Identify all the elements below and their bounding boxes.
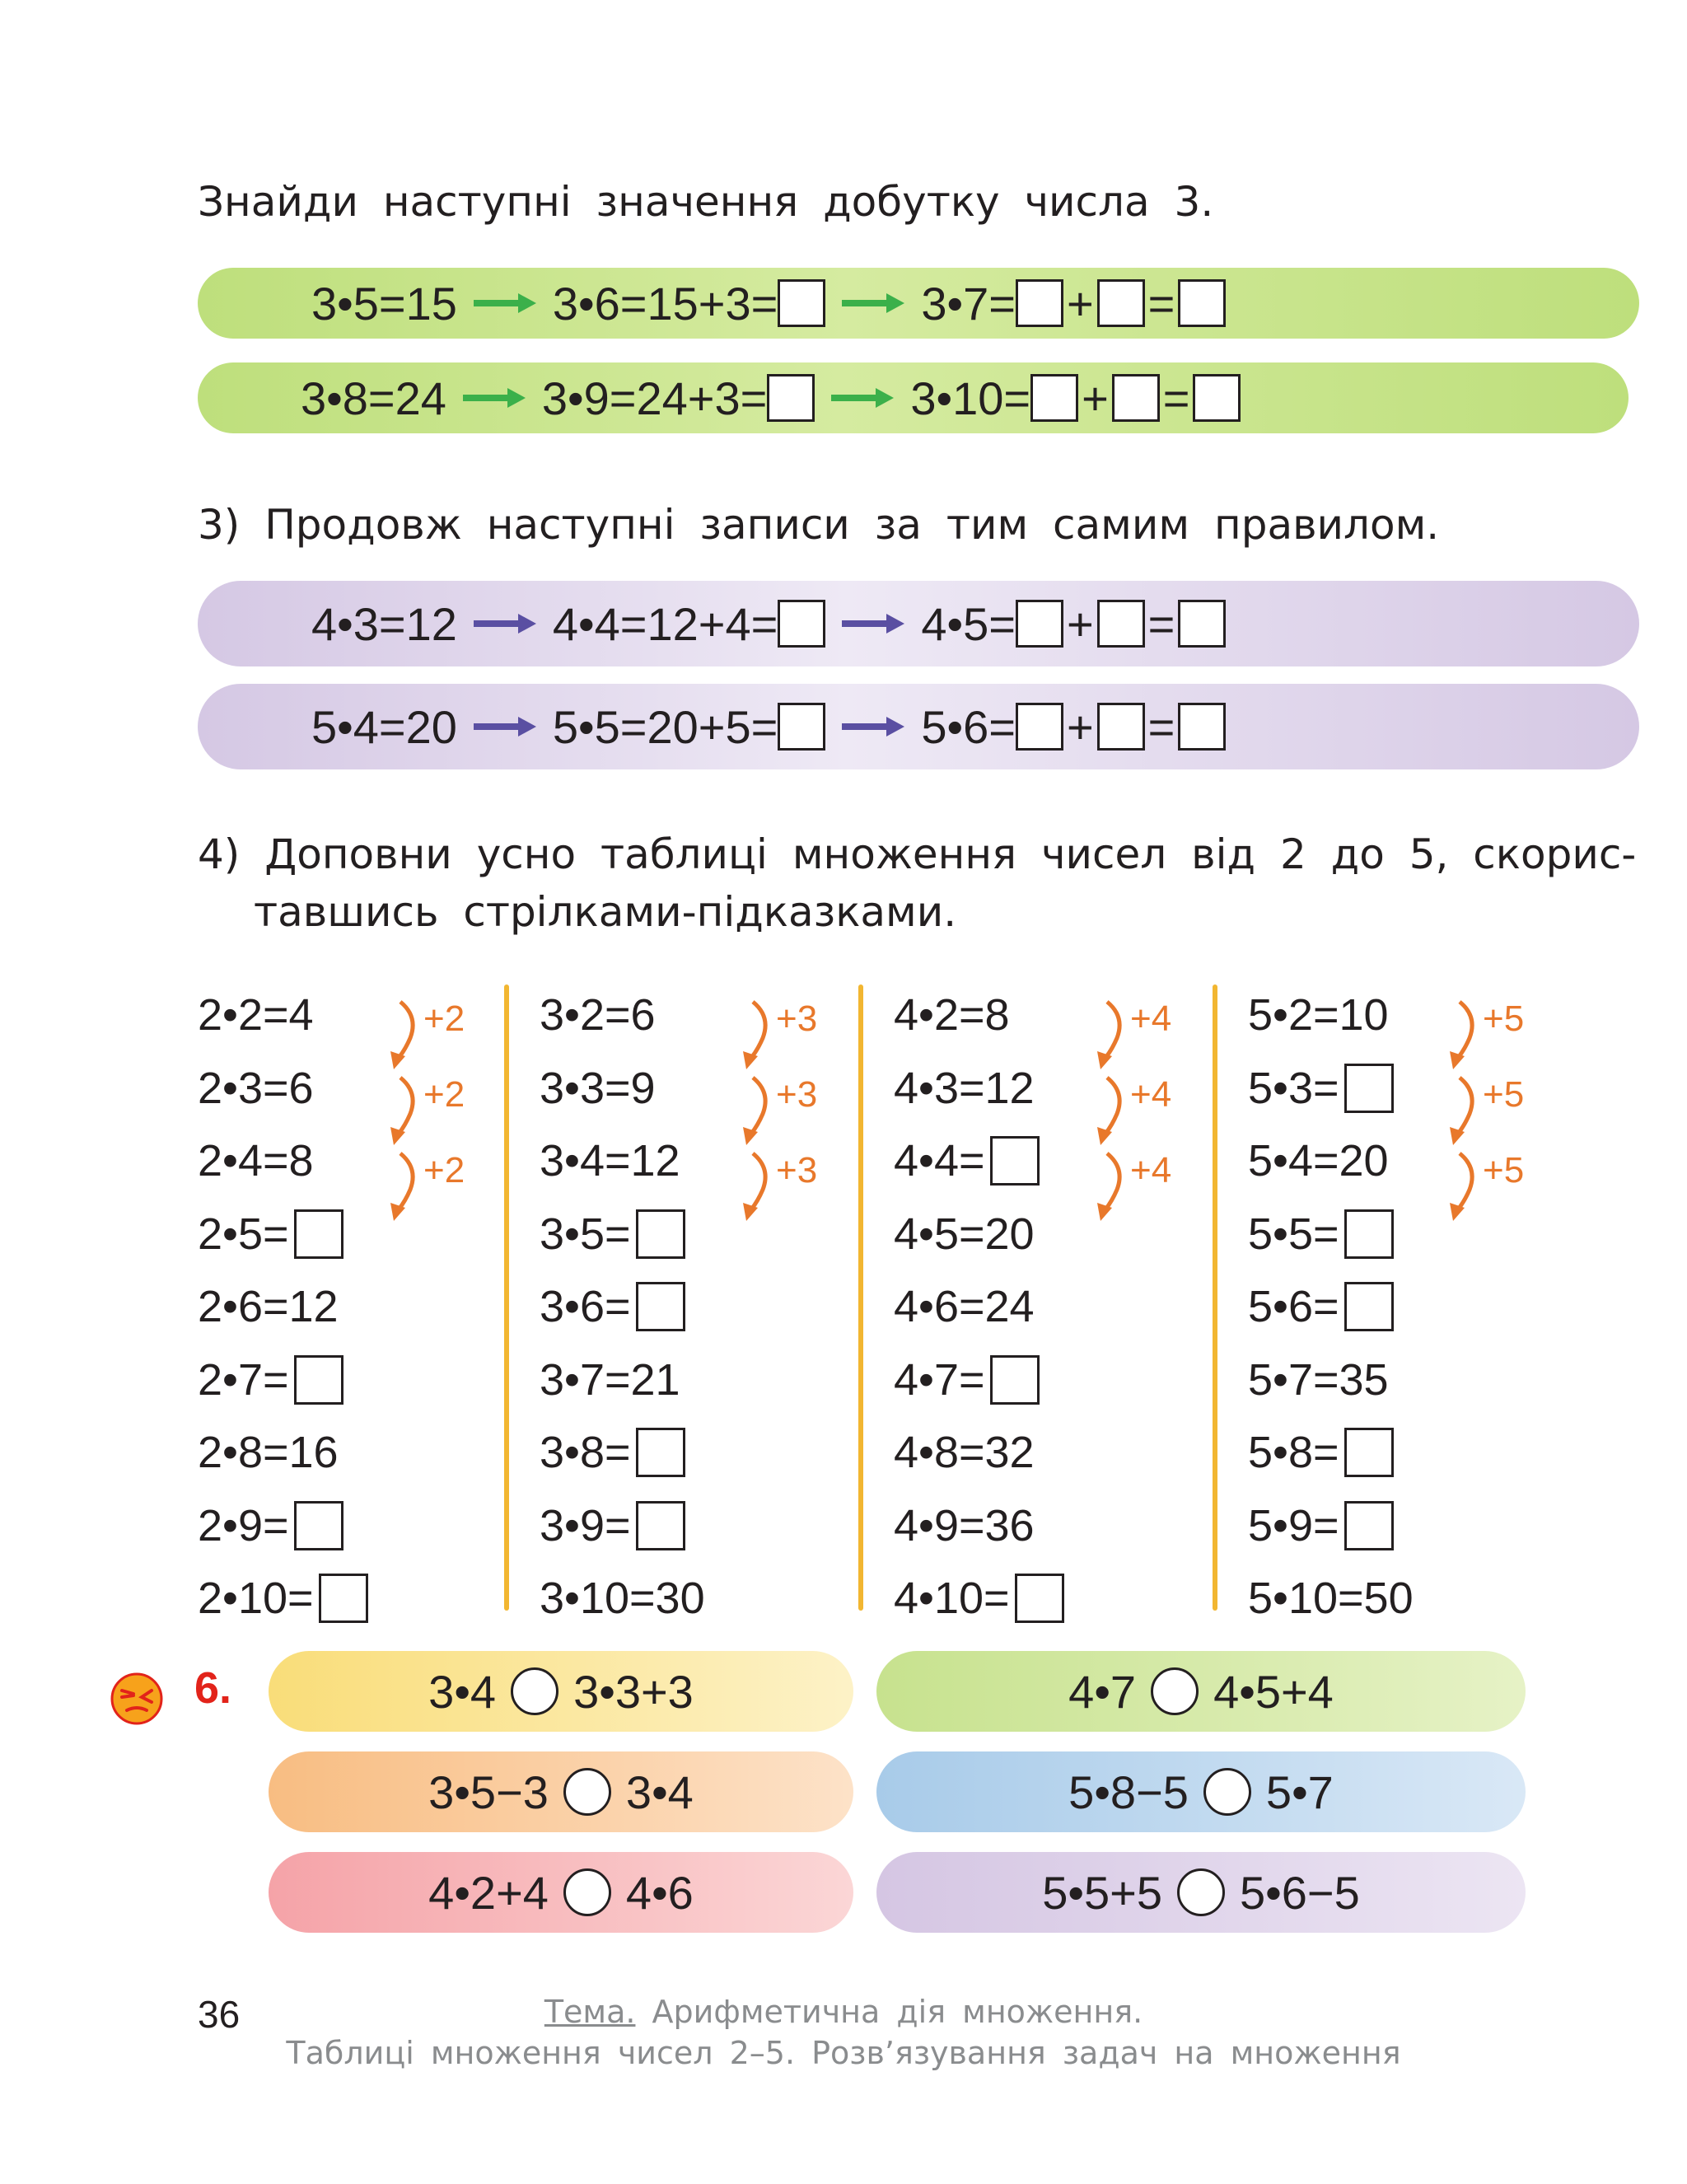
intro-text: Знайди наступні значення добутку числа 3. [198,178,1214,226]
hint-arrow [1448,1073,1539,1155]
page-number: 36 [198,1993,241,2036]
table-row [894,1198,1064,1271]
table-row [198,1416,368,1490]
answer-box[interactable] [1015,1574,1064,1623]
hint-label: +4 [1130,998,1172,1039]
table-row [1248,1052,1414,1125]
answer-box[interactable] [1097,279,1145,327]
answer-box[interactable] [294,1209,343,1259]
compare-right: 3•3+3 [573,1665,694,1718]
column-divider [858,984,863,1611]
equation: 2•5= [198,1209,289,1259]
equation: 5•10=50 [1248,1574,1414,1624]
answer-box[interactable] [990,1355,1040,1405]
hint-label: +3 [776,998,818,1039]
equation: 5•2=10 [1248,990,1389,1041]
answer-box[interactable] [294,1355,343,1405]
plus-sign: + [1066,277,1094,330]
arrow-right-icon [461,386,527,410]
answer-box[interactable] [636,1282,685,1331]
hint-arrow [1096,997,1186,1079]
table-row [894,1562,1064,1635]
answer-box[interactable] [778,279,825,327]
hint-arrow [389,1148,479,1231]
arrow-right-icon [829,386,895,410]
table-row [1248,1344,1414,1417]
table-row [198,1270,368,1344]
table-row [894,1344,1064,1417]
equation: 5•7=35 [1248,1354,1389,1405]
table-row [540,1198,705,1271]
strip-green-2 [198,362,1629,433]
strip-end: 3•10= [910,372,1031,424]
equation: 3•3=9 [540,1063,656,1113]
thinking-face-icon [110,1672,163,1725]
equation: 2•8=16 [198,1428,339,1478]
arrow-right-icon [840,291,906,316]
equation: 2•4=8 [198,1136,314,1186]
equation: 4•7= [894,1354,985,1405]
equation: 4•6=24 [894,1282,1035,1332]
footer-line2: Таблиці множення чисел 2–5. Розв’язування задач на множення [286,2035,1401,2071]
compare-left: 4•2+4 [428,1866,549,1919]
footer-topic: Арифметична дія множення. [652,1994,1143,2030]
answer-box[interactable] [1016,279,1063,327]
arrow-right-icon [472,611,538,636]
task3-text: 3) Продовж наступні записи за тим самим правилом. [198,501,1440,549]
column-divider [504,984,509,1611]
equation: 3•10=30 [540,1574,705,1624]
equation: 4•2=8 [894,990,1010,1041]
table-row [198,979,368,1052]
equation: 3•6= [540,1282,631,1332]
hint-arrow [741,997,832,1079]
plus-sign: + [1066,700,1094,753]
answer-box[interactable] [1178,600,1226,648]
compare-row [876,1852,1526,1933]
equation: 2•2=4 [198,990,314,1041]
equals-sign: = [1147,597,1175,650]
footer-topic-label: Тема. [544,1994,636,2030]
table-row [1248,1490,1414,1563]
table-row [198,1125,368,1198]
table-row [540,1270,705,1344]
hint-arrow [389,997,479,1079]
strip-end: 5•6= [921,700,1016,753]
table-row [198,1344,368,1417]
compare-circle[interactable] [1203,1768,1251,1816]
equation: 3•8= [540,1428,631,1478]
column-divider [1213,984,1217,1611]
table-row [198,1490,368,1563]
equation: 2•6=12 [198,1282,339,1332]
compare-circle[interactable] [511,1667,558,1715]
task4-line1: 4) Доповни усно таблиці множення чисел від 2 до 5, скорис- [198,830,1637,878]
answer-box[interactable] [1016,703,1063,751]
answer-box[interactable] [767,374,815,422]
compare-row [876,1751,1526,1832]
strip-end: 4•5= [921,597,1016,650]
equation: 4•9=36 [894,1500,1035,1550]
compare-row [269,1852,853,1933]
answer-box[interactable] [1193,374,1241,422]
table-row [198,1198,368,1271]
table-row [894,1052,1064,1125]
answer-box[interactable] [636,1428,685,1477]
answer-box[interactable] [1097,600,1145,648]
hint-arrow [741,1148,832,1231]
table-row [198,1052,368,1125]
strip-start: 3•8=24 [301,372,446,424]
hint-label: +4 [1130,1074,1172,1115]
answer-box[interactable] [1344,1209,1394,1259]
compare-row [269,1751,853,1832]
compare-circle[interactable] [1151,1667,1199,1715]
table-row [540,1562,705,1635]
equation: 5•6= [1248,1282,1339,1332]
compare-left: 5•8−5 [1068,1765,1189,1818]
table-4 [894,979,1064,1635]
strip-green-1 [198,268,1639,339]
hint-label: +3 [776,1150,818,1190]
equation: 5•3= [1248,1063,1339,1113]
hint-arrow [1448,1148,1539,1231]
hint-label: +5 [1483,998,1525,1039]
arrow-right-icon [840,714,906,739]
equation: 5•8= [1248,1428,1339,1478]
compare-row [876,1651,1526,1732]
task4-line2: тавшись стрілками-підказками. [254,888,957,936]
table-row [1248,1125,1414,1198]
arrow-right-icon [840,611,906,636]
answer-box[interactable] [294,1501,343,1550]
strip-mid: 5•5=20+5= [552,700,778,753]
table-5 [1248,979,1414,1635]
equation: 3•9= [540,1500,631,1550]
answer-box[interactable] [1016,600,1063,648]
answer-box[interactable] [1344,1282,1394,1331]
compare-circle[interactable] [563,1768,611,1816]
equals-sign: = [1147,700,1175,753]
answer-box[interactable] [778,703,825,751]
equation: 3•7=21 [540,1354,680,1405]
compare-circle[interactable] [563,1868,611,1916]
equation: 4•8=32 [894,1428,1035,1478]
table-row [894,1416,1064,1490]
answer-box[interactable] [1344,1428,1394,1477]
table-row [1248,1562,1414,1635]
compare-left: 3•4 [428,1665,497,1718]
table-row [894,1270,1064,1344]
hint-arrow [741,1073,832,1155]
table-row [540,1125,705,1198]
answer-box[interactable] [1030,374,1078,422]
compare-left: 5•5+5 [1042,1866,1162,1919]
equals-sign: = [1147,277,1175,330]
answer-box[interactable] [1178,279,1226,327]
equation: 2•3=6 [198,1063,314,1113]
compare-left: 3•5−3 [428,1765,549,1818]
footer-line1 [0,1994,1687,2030]
table-2 [198,979,368,1635]
equation: 2•10= [198,1574,314,1624]
equation: 5•9= [1248,1500,1339,1550]
equation: 2•7= [198,1354,289,1405]
table-row [894,1125,1064,1198]
hint-label: +2 [423,1074,465,1115]
arrow-right-icon [472,291,538,316]
answer-box[interactable] [319,1574,368,1623]
compare-left: 4•7 [1068,1665,1137,1718]
answer-box[interactable] [636,1501,685,1550]
answer-box[interactable] [636,1209,685,1259]
plus-sign: + [1066,597,1094,650]
task6-number: 6. [194,1663,232,1713]
table-row [1248,979,1414,1052]
equation: 4•10= [894,1574,1010,1624]
equation: 4•3=12 [894,1063,1035,1113]
strip-start: 5•4=20 [311,700,457,753]
hint-arrow [389,1073,479,1155]
compare-row [269,1651,853,1732]
table-row [1248,1270,1414,1344]
answer-box[interactable] [990,1136,1040,1186]
hint-arrow [1448,997,1539,1079]
compare-right: 4•5+4 [1213,1665,1334,1718]
hint-label: +5 [1483,1074,1525,1115]
strip-start: 4•3=12 [311,597,457,650]
answer-box[interactable] [1112,374,1160,422]
answer-box[interactable] [1097,703,1145,751]
hint-arrow [1096,1073,1186,1155]
plus-sign: + [1082,372,1109,424]
hint-label: +2 [423,998,465,1039]
answer-box[interactable] [1178,703,1226,751]
hint-label: +3 [776,1074,818,1115]
compare-circle[interactable] [1177,1868,1225,1916]
strip-purple-1 [198,581,1639,666]
strip-mid: 3•6=15+3= [552,277,778,330]
table-row [540,979,705,1052]
strip-mid: 3•9=24+3= [541,372,768,424]
hint-arrow [1096,1148,1186,1231]
equation: 5•5= [1248,1209,1339,1259]
compare-right: 5•7 [1265,1765,1334,1818]
table-row [1248,1416,1414,1490]
equation: 2•9= [198,1500,289,1550]
table-row [894,1490,1064,1563]
hint-label: +4 [1130,1150,1172,1190]
strip-end: 3•7= [921,277,1016,330]
strip-mid: 4•4=12+4= [552,597,778,650]
hint-label: +5 [1483,1150,1525,1190]
equation: 3•5= [540,1209,631,1259]
table-row [198,1562,368,1635]
table-3 [540,979,705,1635]
strip-purple-2 [198,684,1639,769]
compare-right: 4•6 [625,1866,694,1919]
compare-right: 3•4 [625,1765,694,1818]
strip-start: 3•5=15 [311,277,457,330]
compare-right: 5•6−5 [1240,1866,1360,1919]
table-row [894,979,1064,1052]
equation: 5•4=20 [1248,1136,1389,1186]
table-row [540,1490,705,1563]
equation: 4•5=20 [894,1209,1035,1259]
table-row [1248,1198,1414,1271]
equation: 4•4= [894,1136,985,1186]
table-row [540,1052,705,1125]
equation: 3•4=12 [540,1136,680,1186]
answer-box[interactable] [1344,1064,1394,1113]
table-row [540,1416,705,1490]
equation: 3•2=6 [540,990,656,1041]
arrow-right-icon [472,714,538,739]
answer-box[interactable] [1344,1501,1394,1550]
equals-sign: = [1162,372,1190,424]
hint-label: +2 [423,1150,465,1190]
table-row [540,1344,705,1417]
answer-box[interactable] [778,600,825,648]
